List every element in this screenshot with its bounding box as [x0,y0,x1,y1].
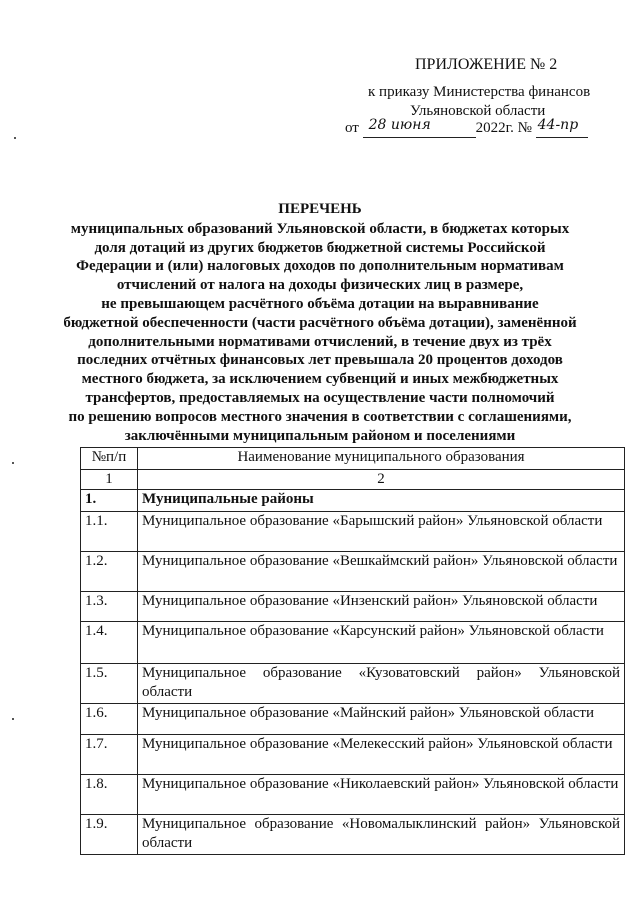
row-name: Муниципальное образование «Майнский район» Ульяновской области [138,704,625,735]
table-row [81,815,625,855]
handwritten-date: 28 июня [368,117,431,133]
date-field [363,119,476,138]
row-number: 1.4. [81,622,138,664]
date-year: 2022г. [475,120,514,136]
heading-line: последних отчётных финансовых лет превышала 20 процентов доходов [77,352,563,369]
handwritten-number: 44-пр [537,117,579,133]
table-row [81,552,625,592]
section-name: Муниципальные районы [138,490,625,512]
column-number-row [81,470,625,490]
column-number-1: 1 [81,470,138,490]
heading-line: местного бюджета, за исключением субвенций и иных межбюджетных [81,371,559,388]
heading-line: доля дотаций из других бюджетов бюджетной системы Российской [94,239,546,256]
row-number: 1.2. [81,552,138,592]
column-number-2: 2 [138,470,625,490]
row-name: Муниципальное образование «Карсунский район» Ульяновской области [138,622,625,664]
row-name: Муниципальное образование «Барышский район» Ульяновской области [138,512,625,552]
appendix-title: ПРИЛОЖЕНИЕ № 2 [415,56,558,73]
heading-line: по решению вопросов местного значения в соответствии с соглашениями, [68,408,572,425]
municipalities-table [80,447,625,855]
scan-speck [12,718,14,720]
table-row [81,704,625,735]
heading-line: Федерации и (или) налоговых доходов по дополнительным нормативам [76,258,564,275]
row-number: 1.3. [81,592,138,622]
row-name: Муниципальное образование «Вешкаймский район» Ульяновской области [138,552,625,592]
number-prefix: № [517,120,532,136]
heading-line: заключёнными муниципальным районом и поселениями [124,427,516,444]
table-row [81,664,625,704]
row-name: Муниципальное образование «Кузоватовский район» Ульяновской области [138,664,625,704]
date-prefix: от [345,120,359,136]
table-row [81,592,625,622]
section-row [81,490,625,512]
row-name: Муниципальное образование «Новомалыклинский район» Ульяновской области [138,815,625,855]
row-number: 1.5. [81,664,138,704]
table-row [81,512,625,552]
scan-speck [12,462,14,464]
heading-line: не превышающем расчётного объёма дотации на выравнивание [101,295,539,312]
section-number: 1. [81,490,138,512]
appendix-order-line: к приказу Министерства финансов [368,84,591,100]
heading-line: муниципальных образований Ульяновской области, в бюджетах которых [70,220,570,237]
row-number: 1.1. [81,512,138,552]
heading-title: ПЕРЕЧЕНЬ [278,201,362,217]
row-number: 1.6. [81,704,138,735]
heading-line: дополнительными нормативами отчислений, в течение двух из трёх [88,333,552,350]
row-number: 1.8. [81,775,138,815]
row-name: Муниципальное образование «Инзенский район» Ульяновской области [138,592,625,622]
row-number: 1.7. [81,735,138,775]
appendix-region-line: Ульяновской области [410,103,546,119]
number-field [536,119,588,138]
scan-speck [14,137,16,139]
header-name: Наименование муниципального образования [138,448,625,470]
row-name: Муниципальное образование «Мелекесский район» Ульяновской области [138,735,625,775]
table-row [81,775,625,815]
table-row [81,735,625,775]
appendix-date-line [345,118,588,138]
table-header-row [81,448,625,470]
header-number: №п/п [81,448,138,470]
row-name: Муниципальное образование «Николаевский район» Ульяновской области [138,775,625,815]
heading-line: отчислений от налога на доходы физических лиц в размере, [116,277,524,294]
document-heading [40,200,600,445]
heading-line: бюджетной обеспеченности (части расчётного объёма дотации), заменённой [63,314,577,331]
heading-line: трансфертов, предоставляемых на осуществление части полномочий [85,389,555,406]
table-row [81,622,625,664]
row-number: 1.9. [81,815,138,855]
